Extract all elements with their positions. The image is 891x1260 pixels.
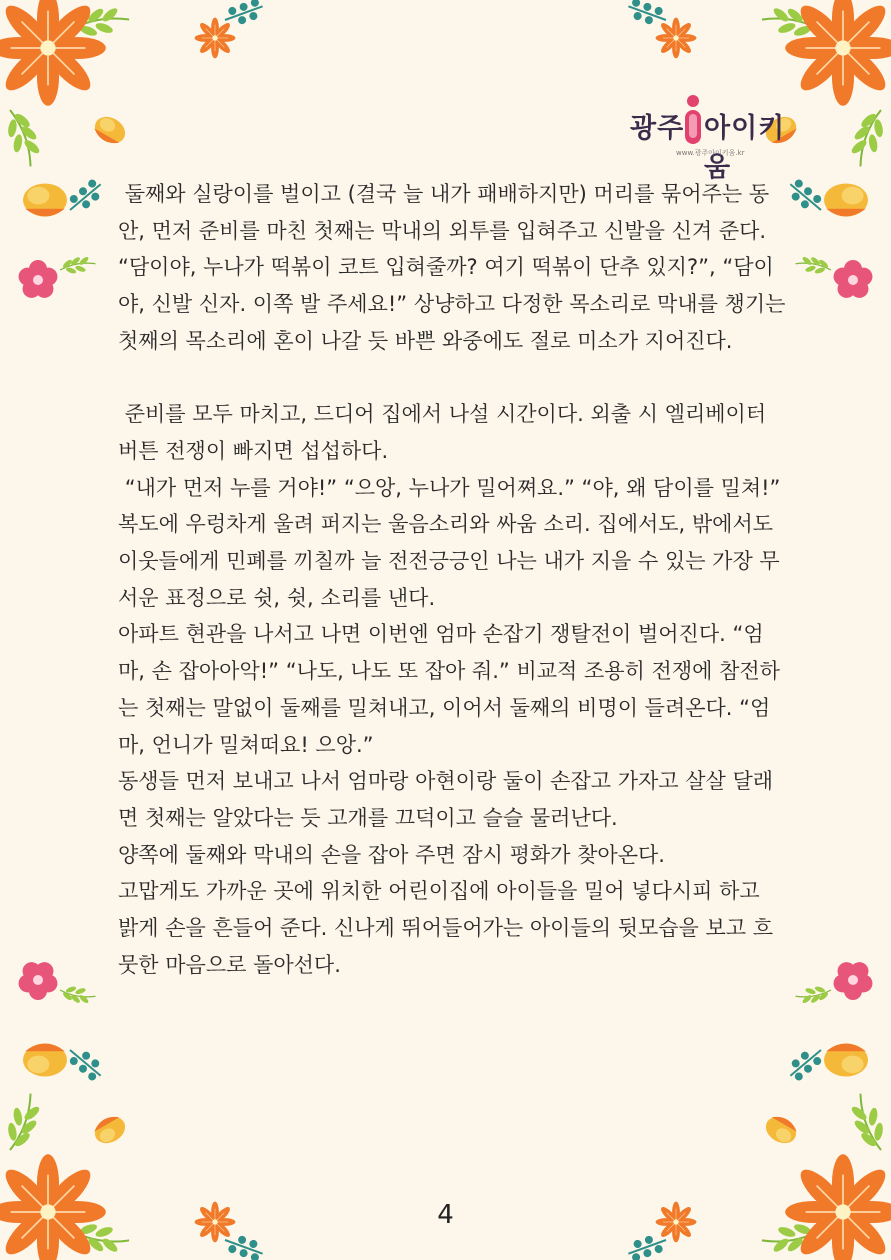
paragraph: 양쪽에 둘째와 막내의 손을 잡아 주면 잠시 평화가 찾아온다. xyxy=(118,842,665,867)
paragraph: 동생들 먼저 보내고 나서 엄마랑 아현이랑 둘이 손잡고 가자고 살살 달래면 첫째는 알았다는 듯 고개를 끄덕이고 슬슬 물러난다. xyxy=(118,769,774,830)
paragraph: 고맙게도 가까운 곳에 위치한 어린이집에 아이들을 밀어 넣다시피 하고 밝게 손을 흔들어 준다. 신나게 뛰어들어가는 아이들의 뒷모습을 보고 흐뭇한 마음으로 돌아선다. xyxy=(118,879,774,977)
page-number: 4 xyxy=(437,1200,454,1230)
logo-url: www.광주아이키움.kr xyxy=(676,149,745,157)
paragraph-gap xyxy=(118,360,786,397)
logo xyxy=(620,92,790,183)
logo-text-left: 광주 xyxy=(630,113,685,144)
paragraph: “내가 먼저 누를 거야!” “으앙, 누나가 밀어쪄요.” “야, 왜 담이를 밀쳐!” 복도에 우렁차게 울려 퍼지는 울음소리와 싸움 소리. 집에서도, 밖에서도 이웃들에게 민폐를 끼칠까 늘 전전긍긍인 나는 내가 지을 수 있는 가장 무서운 표정으로 쉿, 쉿, 소리를 낸다. xyxy=(118,475,788,610)
paragraph: 아파트 현관을 나서고 나면 이번엔 엄마 손잡기 쟁탈전이 벌어진다. “엄마, 손 잡아아악!” “나도, 나도 또 잡아 줘.” 비교적 조용히 전쟁에 참전하는 첫째는 말없이 둘째를 밀쳐내고, 이어서 둘째의 비명이 들려온다. “엄마, 언니가 밀쳐떠요! 으앙.” xyxy=(118,622,780,757)
paragraph: 둘째와 실랑이를 벌이고 (결국 늘 내가 패배하지만) 머리를 묶어주는 동안, 먼저 준비를 마친 첫째는 막내의 외투를 입혀주고 신발을 신겨 준다. “담이야, 누나가 떡볶이 코트 입혀줄까? 여기 떡볶이 단추 있지?”, “담이야, 신발 신자. 이쪽 발 주세요!” 상냥하고 다정한 목소리로 막내를 챙기는 첫째의 목소리에 혼이 나갈 듯 바쁜 와중에도 절로 미소가 지어진다. xyxy=(118,182,793,353)
logo-text-right: 아이키움 xyxy=(704,113,786,183)
paragraph: 준비를 모두 마치고, 드디어 집에서 나설 시간이다. 외출 시 엘리베이터 버튼 전쟁이 빠지면 섭섭하다. xyxy=(118,402,773,463)
child-figure-icon xyxy=(680,94,706,146)
body-text xyxy=(118,176,793,983)
